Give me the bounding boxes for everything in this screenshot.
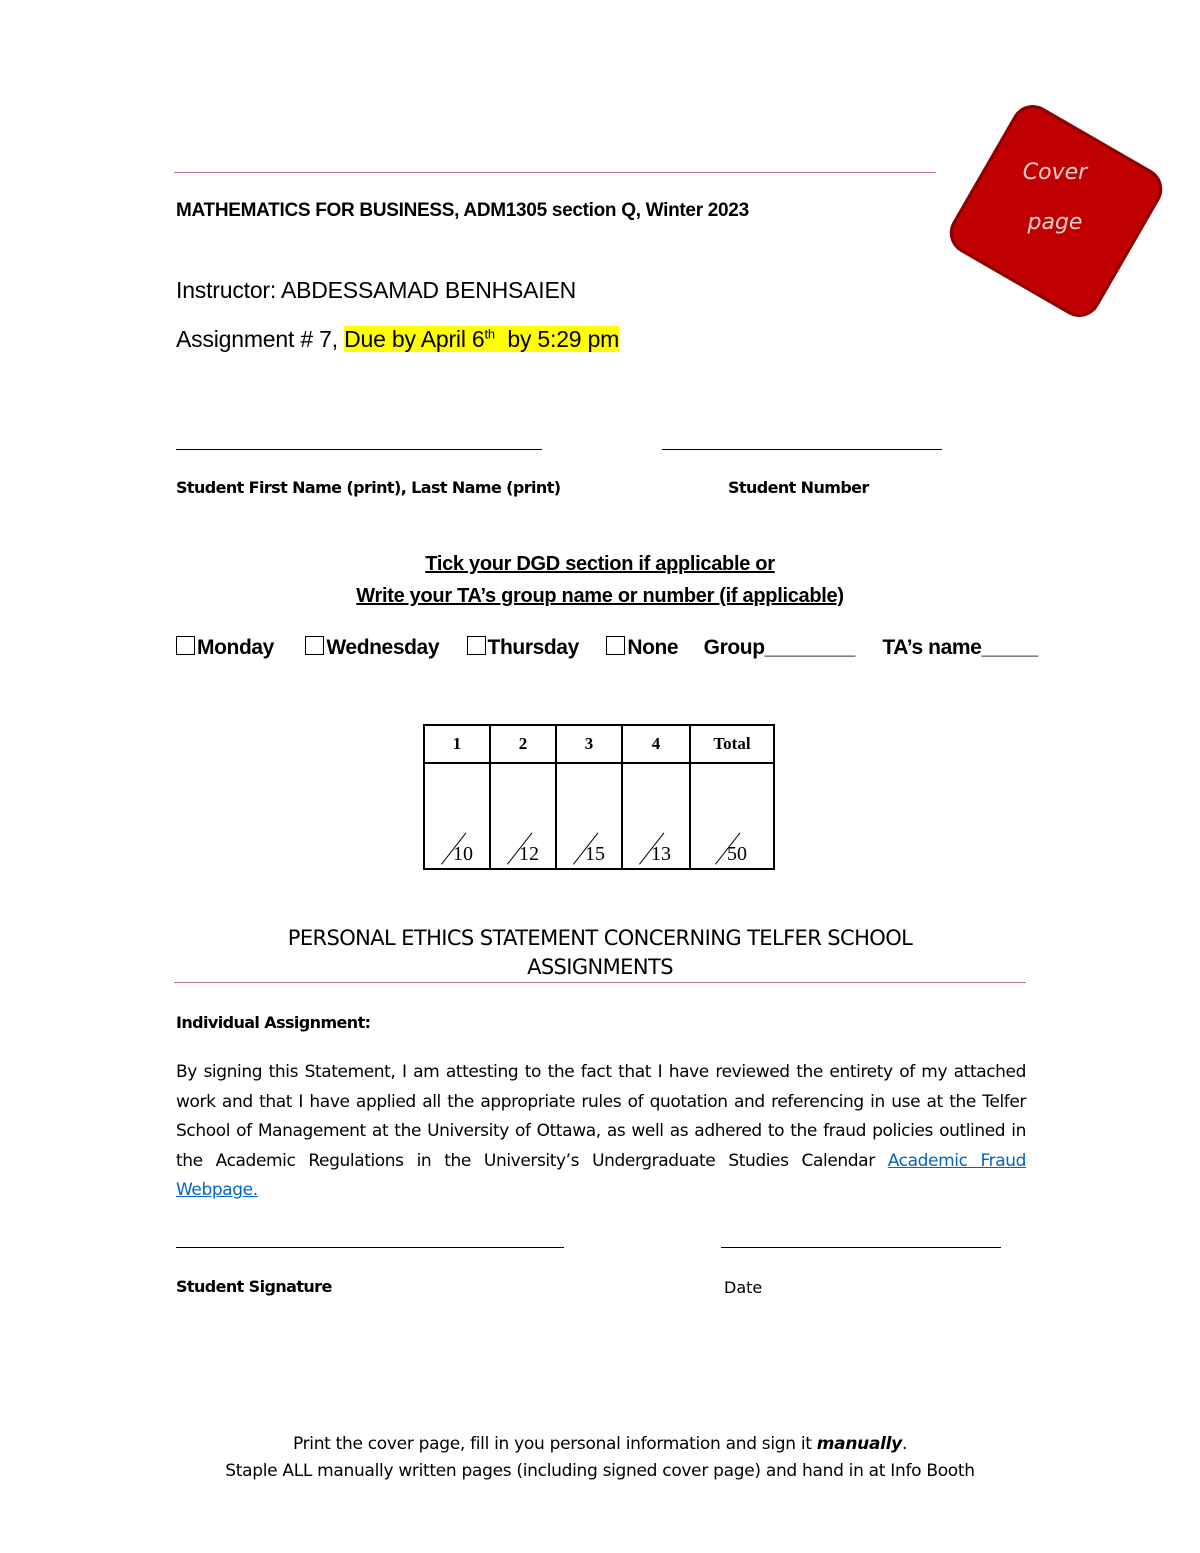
option-thursday[interactable] xyxy=(467,636,579,659)
footer-line2: Staple ALL manually written pages (including signed cover page) and hand in at Info Booth xyxy=(225,1461,975,1481)
date-line[interactable] xyxy=(721,1247,1001,1248)
ethics-title xyxy=(0,924,1200,982)
score-cell-1 xyxy=(424,763,490,869)
option-monday[interactable] xyxy=(176,636,274,659)
student-signature-label: Student Signature xyxy=(176,1277,332,1296)
footer-manually: manually xyxy=(816,1434,902,1454)
score-cell-2 xyxy=(490,763,556,869)
score-max-4: 13 xyxy=(651,843,671,865)
cover-badge-line1: Cover xyxy=(1022,160,1088,185)
footer-line1-post: . xyxy=(901,1434,908,1454)
dgd-instruction-line1: Tick your DGD section if applicable or xyxy=(425,553,775,575)
dgd-instruction-line2: Write your TA’s group name or number (if applicable) xyxy=(356,585,844,607)
ethics-title-line1: PERSONAL ETHICS STATEMENT CONCERNING TELFER SCHOOL xyxy=(287,926,913,950)
monday-checkbox[interactable] xyxy=(176,636,195,655)
score-cell-3 xyxy=(556,763,622,869)
student-number-line[interactable] xyxy=(662,449,942,450)
footer-line1 xyxy=(0,1434,1200,1454)
score-header-3: 3 xyxy=(556,725,622,763)
ethics-body: By signing this Statement, I am attesting to the fact that I have reviewed the entirety of my attached work and that I have applied all the appropriate rules of quotation and referencing in use at the Telfer School of Management at the University of Ottawa, as well as adhered to the fraud policies outlined in the Academic Regulations in the University’s Undergraduate Studies Calendar xyxy=(176,1062,1026,1171)
wednesday-label: Wednesday xyxy=(326,636,440,659)
assignment-line xyxy=(176,326,619,353)
option-wednesday[interactable] xyxy=(305,636,439,659)
score-table xyxy=(423,724,775,870)
wednesday-checkbox[interactable] xyxy=(305,636,324,655)
cover-badge-line2: page xyxy=(1027,210,1083,235)
footer-line1-pre: Print the cover page, fill in you personal information and sign it xyxy=(292,1434,817,1454)
score-max-total: 50 xyxy=(727,843,747,865)
academic-fraud-link[interactable]: Academic Fraud Webpage. xyxy=(176,1150,1027,1200)
signature-line[interactable] xyxy=(176,1247,564,1248)
ethics-rule xyxy=(174,982,1026,983)
score-header-4: 4 xyxy=(622,725,690,763)
group-field[interactable]: Group________ xyxy=(703,636,855,659)
ta-name-field[interactable]: TA’s name_____ xyxy=(882,636,1038,659)
monday-label: Monday xyxy=(197,636,274,659)
student-name-line[interactable] xyxy=(176,449,542,450)
assignment-prefix: Assignment # 7, xyxy=(176,326,345,352)
score-header-2: 2 xyxy=(490,725,556,763)
score-header-1: 1 xyxy=(424,725,490,763)
instructor-line: Instructor: ABDESSAMAD BENHSAIEN xyxy=(176,277,577,303)
thursday-checkbox[interactable] xyxy=(467,636,486,655)
due-text: Due by April 6 xyxy=(344,326,485,352)
ethics-title-line2: ASSIGNMENTS xyxy=(527,955,673,979)
score-value-row xyxy=(424,763,774,869)
ethics-paragraph xyxy=(176,1058,1026,1206)
student-number-label: Student Number xyxy=(728,478,869,497)
score-cell-total xyxy=(690,763,774,869)
dgd-options-row xyxy=(176,636,1038,660)
course-title: MATHEMATICS FOR BUSINESS, ADM1305 section Q, Winter 2023 xyxy=(176,200,749,221)
score-max-2: 12 xyxy=(519,843,539,865)
top-rule xyxy=(174,172,936,173)
none-checkbox[interactable] xyxy=(606,636,625,655)
score-max-3: 15 xyxy=(585,843,605,865)
date-label: Date xyxy=(724,1278,763,1297)
option-none[interactable] xyxy=(606,636,678,659)
due-date-highlight xyxy=(344,326,619,352)
thursday-label: Thursday xyxy=(487,636,579,659)
student-name-label: Student First Name (print), Last Name (print) xyxy=(176,478,561,497)
due-superscript: th xyxy=(484,326,495,342)
score-header-row xyxy=(424,725,774,763)
score-max-1: 10 xyxy=(453,843,473,865)
score-header-total: Total xyxy=(690,725,774,763)
individual-assignment-heading: Individual Assignment: xyxy=(176,1013,371,1032)
due-time: by 5:29 pm xyxy=(494,326,620,352)
none-label: None xyxy=(627,636,679,659)
score-cell-4 xyxy=(622,763,690,869)
